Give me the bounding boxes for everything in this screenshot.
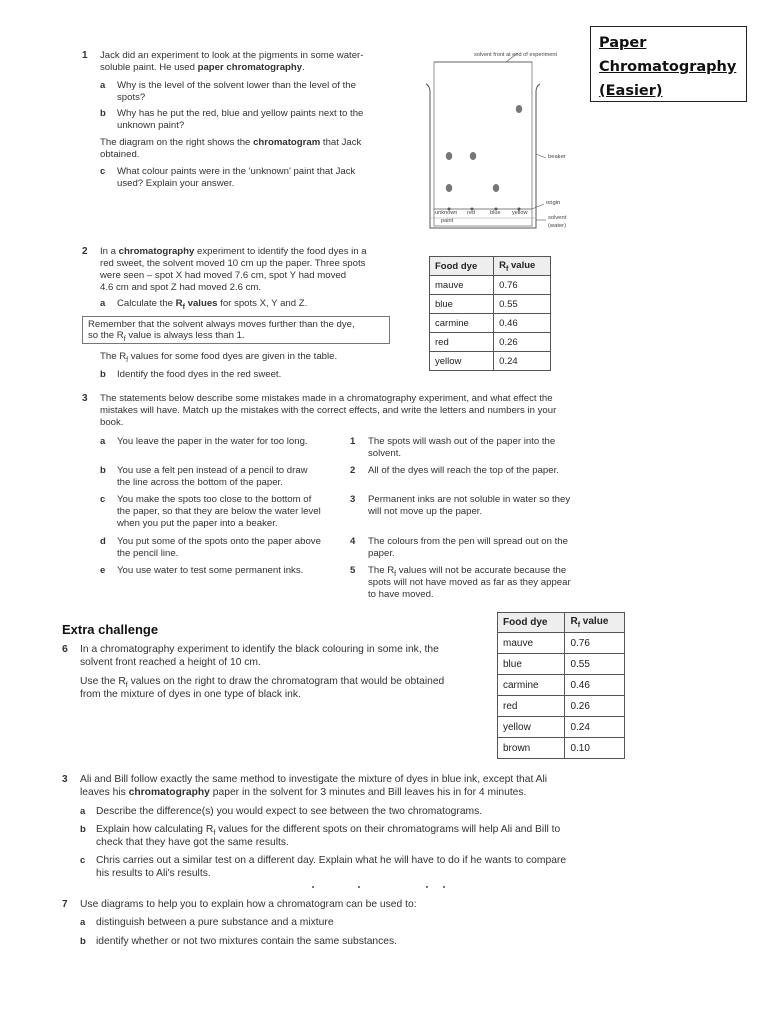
q2-line4: 4.6 cm and spot Z had moved 2.6 cm. [100, 282, 262, 293]
effect-4-line1: The colours from the pen will spread out on the [368, 536, 568, 547]
spot-yellow [516, 105, 522, 113]
effect-2: All of the dyes will reach the top of the paper. [368, 465, 559, 476]
mistake-d-line2: the pencil line. [117, 548, 179, 559]
effect-number: 2 [350, 465, 356, 476]
stray-mark [358, 886, 360, 888]
q1-intro-line1: Jack did an experiment to look at the pigments in some water- [100, 50, 364, 61]
reminder-box [82, 316, 390, 344]
effect-number: 3 [350, 494, 356, 505]
effect-5-line2: spots will not have moved as far as they appear [368, 577, 571, 588]
effect-5-line3: to have moved. [368, 589, 434, 600]
solvent-label: solvent [548, 215, 567, 221]
q3b-c-line2: his results to Ali's results. [96, 868, 211, 879]
stray-mark [312, 886, 314, 888]
part-letter: b [100, 369, 106, 380]
table-row: blue 0.55 [430, 295, 551, 314]
q1a-line2: spots? [117, 92, 146, 103]
q3b-c-line1: Chris carries out a similar test on a different day. Explain what he will have to do if he wants to compare [96, 855, 567, 866]
table-row: mauve 0.76 [498, 633, 625, 654]
question-number: 1 [82, 50, 88, 61]
q2-table-note: The $R_f$ values for some food dyes are given in the table. [100, 351, 338, 364]
q6-line4: from the mixture of dyes in one type of black ink. [80, 689, 301, 700]
q2-line3: were seen – spot X had moved 7.6 cm, spot Y had moved [100, 270, 347, 281]
table-row: yellow 0.24 [498, 717, 625, 738]
q1c-line1: What colour paints were in the 'unknown' paint that Jack [117, 166, 356, 177]
q3b-b-line2: check that they have got the same results. [96, 837, 289, 848]
effect-number: 4 [350, 536, 356, 547]
beaker-label: beaker [548, 154, 566, 160]
lane-label-paint: paint [441, 218, 454, 224]
question-number: 2 [82, 246, 88, 257]
effect-1-line1: The spots will wash out of the paper into the [368, 436, 556, 447]
part-letter: b [80, 824, 86, 835]
table-header-rf: $R_f$ value [565, 613, 625, 633]
part-letter: c [80, 855, 86, 866]
stray-mark [426, 886, 428, 888]
q6-line3: Use the $R_f$ values on the right to draw the chromatogram that would be obtained [80, 676, 445, 690]
origin-label: origin [546, 200, 561, 206]
question-number: 3 [82, 393, 88, 404]
effect-3-line1: Permanent inks are not soluble in water so they [368, 494, 571, 505]
table-row: yellow 0.24 [430, 352, 551, 371]
lane-label-unknown: unknown [435, 210, 458, 216]
lane-label-blue: blue [490, 210, 501, 216]
effect-number: 5 [350, 565, 356, 576]
solvent-front-label: solvent front at end of experiment [474, 52, 558, 58]
q3b-a: Describe the difference(s) you would expect to see between the two chromatograms. [96, 806, 483, 817]
q3-intro-line1: The statements below describe some mistakes made in a chromatography experiment, and what effect the [100, 393, 553, 404]
mistake-a: You leave the paper in the water for too long. [117, 436, 308, 447]
q2-line1: In a chromatography experiment to identify the food dyes in a [100, 246, 367, 257]
q1-diagram-note-line2: obtained. [100, 149, 140, 160]
mistake-d-line1: You put some of the spots onto the paper above [117, 536, 321, 547]
lane-label-yellow: yellow [512, 210, 528, 216]
mistake-letter: e [100, 565, 106, 576]
q7-intro: Use diagrams to help you to explain how a chromatogram can be used to: [80, 899, 417, 910]
q1b-line1: Why has he put the red, blue and yellow paints next to the [117, 108, 364, 119]
q7-b: identify whether or not two mixtures contain the same substances. [96, 936, 398, 947]
effect-number: 1 [350, 436, 356, 447]
part-letter: a [100, 298, 106, 309]
mistake-letter: b [100, 465, 106, 476]
spot-blue [493, 184, 499, 192]
title-box [590, 26, 747, 102]
effect-4-line2: paper. [368, 548, 395, 559]
mistake-letter: c [100, 494, 106, 505]
question-number: 6 [62, 643, 68, 655]
table-row: carmine 0.46 [430, 314, 551, 333]
table-row: blue 0.55 [498, 654, 625, 675]
part-letter: a [80, 806, 86, 817]
table-row: red 0.26 [498, 696, 625, 717]
table-row: carmine 0.46 [498, 675, 625, 696]
question-number: 7 [62, 899, 68, 910]
q6-line1: In a chromatography experiment to identify the black colouring in some ink, the [80, 644, 439, 655]
part-letter: a [80, 917, 86, 928]
effect-5-line1: The $R_f$ values will not be accurate because the [368, 565, 567, 578]
stray-mark [443, 886, 445, 888]
mistake-c-line3: when you put the paper into a beaker. [117, 518, 278, 529]
spot-red [470, 152, 476, 160]
q1b-line2: unknown paint? [117, 120, 185, 131]
mistake-c-line1: You make the spots too close to the bottom of [117, 494, 312, 505]
q2a-text: Calculate the $R_f$ values for spots X, Y and Z. [117, 298, 308, 311]
paper-strip [434, 62, 532, 226]
q1a-line1: Why is the level of the solvent lower than the level of the [117, 80, 356, 91]
effect-1-line2: solvent. [368, 448, 402, 459]
q3b-line2: leaves his chromatography paper in the solvent for 3 minutes and Bill leaves his in for 4 minutes. [80, 787, 527, 798]
page-title: Paper Chromatography (Easier) [599, 35, 737, 99]
reminder-line2: so the $R_f$ value is always less than 1. [88, 330, 245, 343]
table-row: brown 0.10 [498, 738, 625, 759]
reminder-line1: Remember that the solvent always moves further than the dye, [88, 319, 355, 330]
q1-diagram-note-line1: The diagram on the right shows the chromatogram that Jack [100, 137, 362, 148]
spot-unknown-upper [446, 152, 452, 160]
q3b-line1: Ali and Bill follow exactly the same method to investigate the mixture of dyes in blue ink, except that Ali [80, 774, 548, 785]
q3-intro-line2: mistakes will have. Match up the mistakes with the correct effects, and write the letters and numbers in your [100, 405, 557, 416]
q1c-line2: used? Explain your answer. [117, 178, 235, 189]
mistake-b-line2: the line across the bottom of the paper. [117, 477, 283, 488]
part-letter: a [100, 80, 106, 91]
mistake-letter: a [100, 436, 106, 447]
q6-line2: solvent front reached a height of 10 cm. [80, 657, 261, 668]
part-letter: b [100, 108, 106, 119]
mistake-b-line1: You use a felt pen instead of a pencil to draw [117, 465, 308, 476]
mistake-c-line2: the paper, so that they are below the water level [117, 506, 321, 517]
chromatogram-diagram [420, 48, 580, 234]
q1-intro-line2: soluble paint. He used paper chromatography. [100, 62, 305, 73]
spot-unknown-lower [446, 184, 452, 192]
q7-a: distinguish between a pure substance and a mixture [96, 917, 334, 928]
q2b-text: Identify the food dyes in the red sweet. [117, 369, 282, 380]
mistake-letter: d [100, 536, 106, 547]
rf-table-1 [429, 256, 551, 371]
table-header-dye: Food dye [430, 257, 494, 276]
part-letter: b [80, 936, 86, 947]
rf-table-2 [497, 612, 625, 759]
table-header-rf: $R_f$ value [494, 257, 551, 276]
effect-3-line2: will not move up the paper. [368, 506, 483, 517]
table-row: red 0.26 [430, 333, 551, 352]
q3b-b-line1: Explain how calculating $R_f$ values for the different spots on their chromatograms will help Ali and Bill to [96, 824, 561, 838]
table-row: mauve 0.76 [430, 276, 551, 295]
q3-intro-line3: book. [100, 417, 124, 428]
mistake-e: You use water to test some permanent inks. [117, 565, 304, 576]
water-label: (water) [548, 223, 567, 229]
table-header-dye: Food dye [498, 613, 565, 633]
extra-challenge-heading: Extra challenge [62, 622, 159, 637]
q2-line2: red sweet, the solvent moved 10 cm up the paper. Three spots [100, 258, 366, 269]
question-number: 3 [62, 774, 68, 785]
lane-label-red: red [467, 210, 476, 216]
part-letter: c [100, 166, 106, 177]
